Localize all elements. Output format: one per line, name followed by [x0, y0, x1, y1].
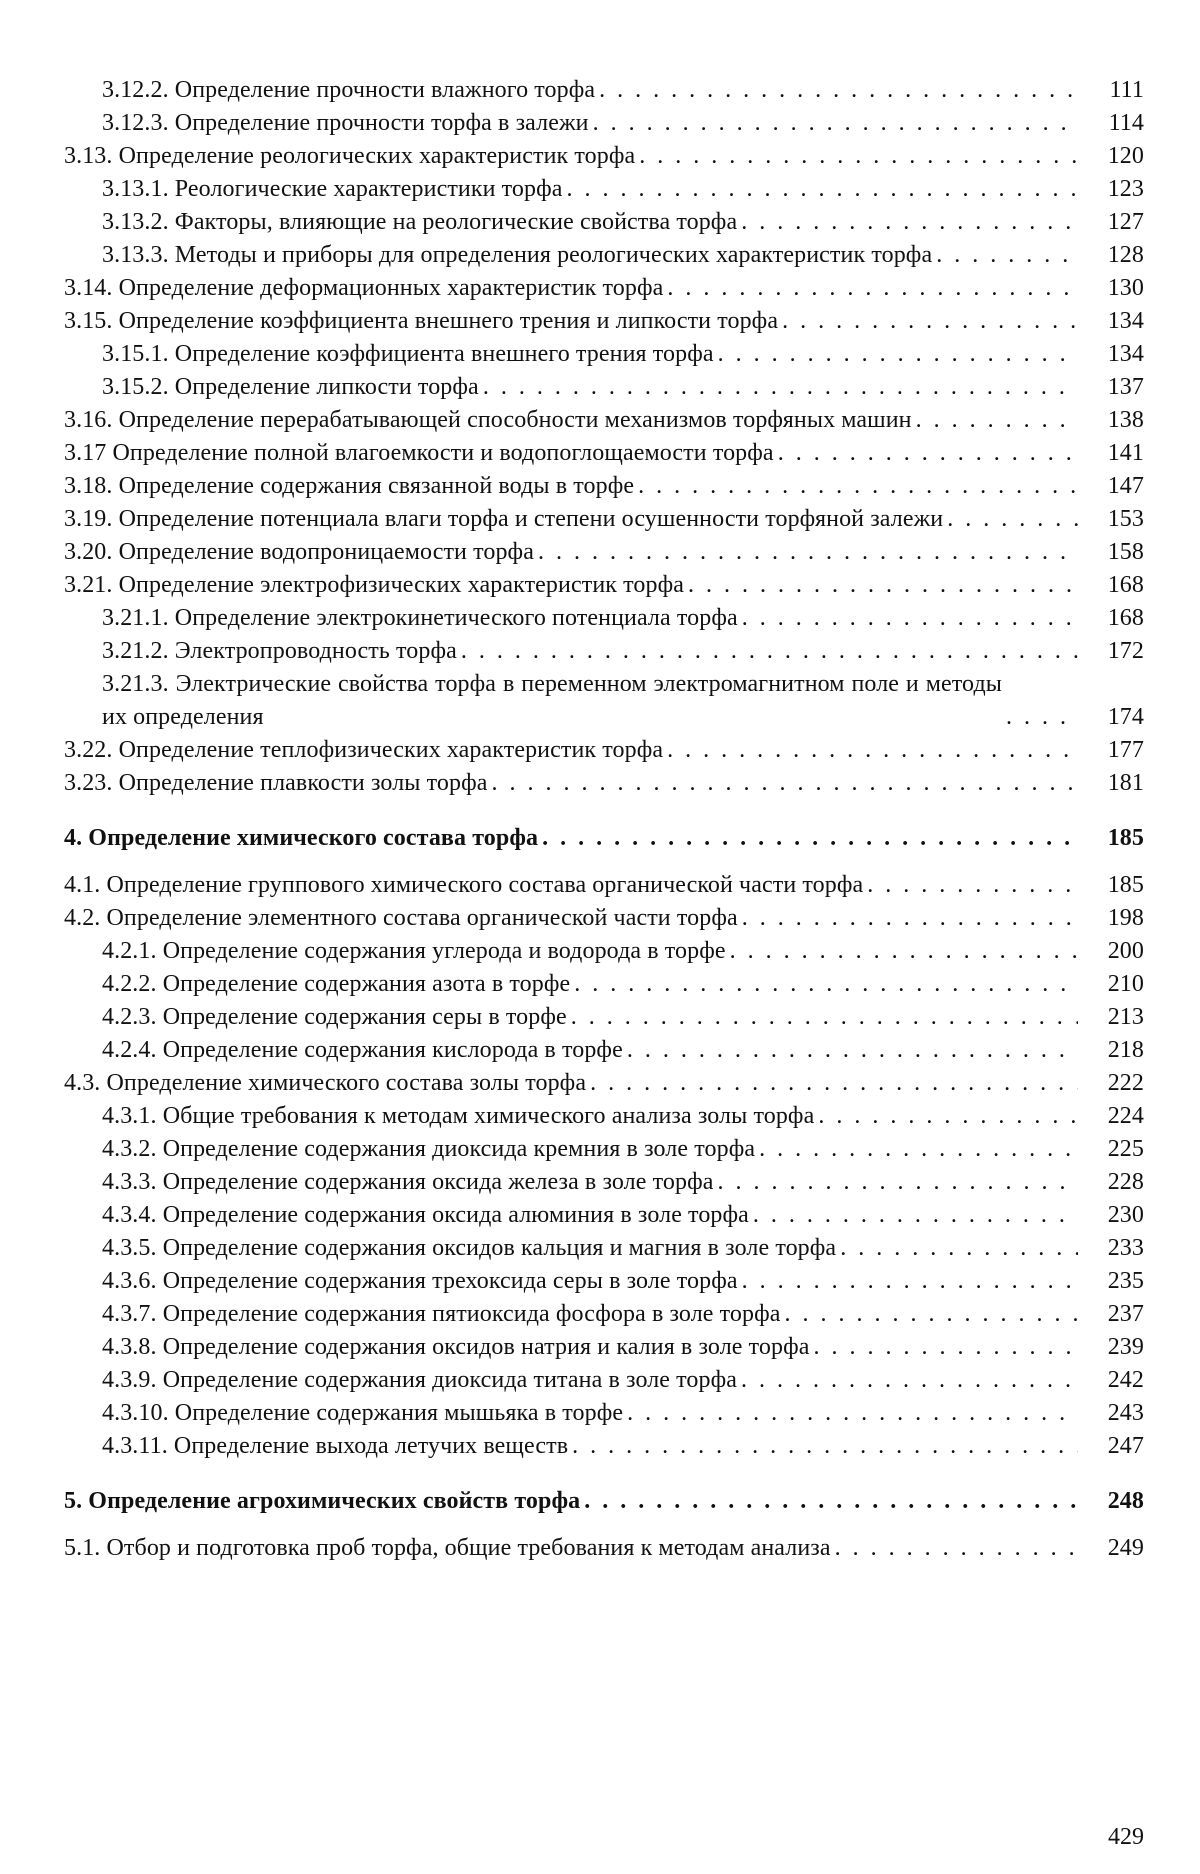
toc-leader-dots — [542, 822, 1078, 855]
toc-leader-dots — [667, 272, 1078, 305]
toc-entry-page: 168 — [1107, 605, 1144, 631]
toc-entry — [64, 1430, 1144, 1463]
toc-entry-page: 130 — [1107, 275, 1144, 301]
toc-entry-page: 111 — [1109, 77, 1144, 103]
toc-leader-dots — [483, 371, 1078, 404]
toc-entry-title: 3.14. Определение деформационных характеристик торфа — [64, 275, 664, 301]
toc-entry — [64, 338, 1144, 371]
toc-entry-page: 200 — [1107, 938, 1144, 964]
toc-entry — [64, 635, 1144, 668]
toc-leader-dots — [639, 140, 1078, 173]
toc-entry-title: 4.3.8. Определение содержания оксидов натрия и калия в золе торфа — [102, 1334, 810, 1360]
toc-entry — [64, 1199, 1144, 1232]
toc-leader-dots — [916, 404, 1078, 437]
toc-entry — [64, 734, 1144, 767]
toc-entry-title: 3.22. Определение теплофизических характеристик торфа — [64, 737, 664, 763]
toc-entry — [64, 935, 1144, 968]
toc-entry-title: 3.18. Определение содержания связанной воды в торфе — [64, 473, 635, 499]
toc-entry-page: 134 — [1107, 308, 1144, 334]
toc-entry-title: 3.17 Определение полной влагоемкости и водопоглощаемости торфа — [64, 440, 774, 466]
toc-entry — [64, 569, 1144, 602]
toc-entry-title: 3.13.1. Реологические характеристики торфа — [102, 176, 563, 202]
page-number: 429 — [1108, 1824, 1144, 1850]
toc-entry-title: 3.21.2. Электропроводность торфа — [102, 638, 457, 664]
toc-leader-dots — [667, 734, 1078, 767]
toc-entry — [64, 1001, 1144, 1034]
toc-entry — [64, 668, 1144, 734]
toc-entry-page: 235 — [1107, 1268, 1144, 1294]
toc-entry-page: 185 — [1107, 872, 1144, 898]
toc-entry — [64, 1232, 1144, 1265]
toc-leader-dots — [778, 437, 1078, 470]
toc-leader-dots — [814, 1331, 1079, 1364]
toc-entry — [64, 1100, 1144, 1133]
toc-entry-page: 174 — [1107, 704, 1144, 730]
toc-entry-title: 4.2.4. Определение содержания кислорода в торфе — [102, 1037, 623, 1063]
toc-entry — [64, 239, 1144, 272]
toc-entry — [64, 822, 1144, 855]
toc-leader-dots — [730, 935, 1078, 968]
toc-entry-page: 177 — [1107, 737, 1144, 763]
toc-entry — [64, 272, 1144, 305]
toc-entry-title: 3.21. Определение электрофизических характеристик торфа — [64, 572, 684, 598]
toc-entry-page: 127 — [1107, 209, 1144, 235]
toc-entry-page: 168 — [1107, 572, 1144, 598]
toc-entry — [64, 602, 1144, 635]
toc-leader-dots — [1006, 701, 1078, 734]
toc-entry — [64, 503, 1144, 536]
toc-leader-dots — [936, 239, 1078, 272]
toc-entry-page: 138 — [1107, 407, 1144, 433]
toc-entry-title: 4.3.4. Определение содержания оксида алюминия в золе торфа — [102, 1202, 749, 1228]
toc-leader-dots — [753, 1199, 1078, 1232]
toc-entry-title: 3.13.3. Методы и приборы для определения реологических характеристик торфа — [102, 242, 933, 268]
toc-leader-dots — [742, 1265, 1078, 1298]
toc-leader-dots — [785, 1298, 1078, 1331]
toc-entry-page: 213 — [1107, 1004, 1144, 1030]
toc-leader-dots — [584, 1485, 1078, 1518]
toc-entry-title: 3.13.2. Факторы, влияющие на реологические свойства торфа — [102, 209, 738, 235]
toc-entry-title: 3.15. Определение коэффициента внешнего трения и липкости торфа — [64, 308, 779, 334]
toc-entry-title: 4.3.11. Определение выхода летучих веществ — [102, 1433, 569, 1459]
toc-entry-page: 224 — [1107, 1103, 1144, 1129]
toc-entry-title: 3.21.1. Определение электрокинетического потенциала торфа — [102, 605, 738, 631]
table-of-contents — [64, 74, 1144, 1565]
toc-leader-dots — [461, 635, 1078, 668]
toc-entry-title: 5.1. Отбор и подготовка проб торфа, общие требования к методам анализа — [64, 1535, 831, 1561]
toc-entry — [64, 968, 1144, 1001]
toc-entry-title: 4.3. Определение химического состава золы торфа — [64, 1070, 587, 1096]
toc-entry-title: 4.1. Определение группового химического состава органической части торфа — [64, 872, 864, 898]
toc-entry-title: 3.16. Определение перерабатывающей способности механизмов торфяных машин — [64, 407, 912, 433]
toc-leader-dots — [782, 305, 1078, 338]
toc-entry-page: 181 — [1107, 770, 1144, 796]
toc-entry-page: 237 — [1107, 1301, 1144, 1327]
toc-entry — [64, 371, 1144, 404]
toc-entry-page: 248 — [1107, 1488, 1144, 1514]
toc-entry-page: 185 — [1107, 825, 1144, 851]
toc-leader-dots — [742, 902, 1078, 935]
toc-leader-dots — [718, 338, 1078, 371]
toc-entry-page: 128 — [1107, 242, 1144, 268]
toc-leader-dots — [759, 1133, 1078, 1166]
toc-entry-page: 158 — [1107, 539, 1144, 565]
toc-entry-title: 4.2.1. Определение содержания углерода и водорода в торфе — [102, 938, 726, 964]
toc-entry-title: 4. Определение химического состава торфа — [64, 825, 539, 851]
toc-entry-title: 4.3.10. Определение содержания мышьяка в торфе — [102, 1400, 624, 1426]
toc-leader-dots — [627, 1397, 1078, 1430]
toc-entry-title: 4.2. Определение элементного состава органической части торфа — [64, 905, 738, 931]
toc-entry-page: 247 — [1107, 1433, 1144, 1459]
toc-leader-dots — [741, 1364, 1078, 1397]
toc-entry-title: 4.3.3. Определение содержания оксида железа в золе торфа — [102, 1169, 714, 1195]
toc-entry-page: 218 — [1107, 1037, 1144, 1063]
toc-entry-title: 5. Определение агрохимических свойств торфа — [64, 1488, 581, 1514]
toc-entry-page: 147 — [1107, 473, 1144, 499]
toc-entry-title: 3.15.2. Определение липкости торфа — [102, 374, 479, 400]
toc-entry-title: 4.3.5. Определение содержания оксидов кальция и магния в золе торфа — [102, 1235, 837, 1261]
toc-entry-page: 123 — [1107, 176, 1144, 202]
toc-leader-dots — [627, 1034, 1078, 1067]
toc-entry — [64, 107, 1144, 140]
toc-leader-dots — [835, 1532, 1078, 1565]
toc-leader-dots — [947, 503, 1078, 536]
toc-entry — [64, 437, 1144, 470]
toc-leader-dots — [599, 74, 1078, 107]
toc-entry-title: 4.2.2. Определение содержания азота в торфе — [102, 971, 571, 997]
toc-entry — [64, 1397, 1144, 1430]
toc-entry-page: 233 — [1107, 1235, 1144, 1261]
toc-leader-dots — [567, 173, 1078, 206]
toc-entry-title: 4.3.9. Определение содержания диоксида титана в золе торфа — [102, 1367, 738, 1393]
toc-entry — [64, 1364, 1144, 1397]
toc-entry — [64, 305, 1144, 338]
toc-entry-page: 172 — [1107, 638, 1144, 664]
toc-entry-page: 198 — [1107, 905, 1144, 931]
toc-entry-page: 249 — [1107, 1535, 1144, 1561]
toc-entry-page: 137 — [1107, 374, 1144, 400]
toc-entry-title: 4.3.7. Определение содержания пятиоксида фосфора в золе торфа — [102, 1301, 781, 1327]
toc-entry-page: 242 — [1107, 1367, 1144, 1393]
toc-entry — [64, 1485, 1144, 1518]
toc-entry — [64, 767, 1144, 800]
toc-entry-page: 243 — [1107, 1400, 1144, 1426]
toc-entry-page: 230 — [1107, 1202, 1144, 1228]
toc-entry-page: 120 — [1107, 143, 1144, 169]
toc-leader-dots — [590, 1067, 1078, 1100]
toc-entry-title: 4.3.6. Определение содержания трехоксида серы в золе торфа — [102, 1268, 738, 1294]
toc-entry — [64, 404, 1144, 437]
toc-entry-title: 3.12.3. Определение прочности торфа в залежи — [102, 110, 589, 136]
toc-entry-title: 3.13. Определение реологических характеристик торфа — [64, 143, 636, 169]
toc-entry-page: 225 — [1107, 1136, 1144, 1162]
toc-leader-dots — [538, 536, 1078, 569]
toc-entry — [64, 206, 1144, 239]
toc-entry — [64, 1532, 1144, 1565]
toc-entry-title: 3.23. Определение плавкости золы торфа — [64, 770, 488, 796]
toc-leader-dots — [818, 1100, 1078, 1133]
toc-entry-page: 222 — [1107, 1070, 1144, 1096]
toc-entry-page: 210 — [1107, 971, 1144, 997]
toc-leader-dots — [688, 569, 1078, 602]
toc-leader-dots — [741, 206, 1078, 239]
toc-entry — [64, 1298, 1144, 1331]
toc-entry — [64, 1331, 1144, 1364]
toc-entry-page: 141 — [1107, 440, 1144, 466]
toc-leader-dots — [574, 968, 1078, 1001]
toc-leader-dots — [571, 1001, 1078, 1034]
toc-entry — [64, 470, 1144, 503]
toc-entry-page: 228 — [1107, 1169, 1144, 1195]
toc-entry-page: 114 — [1108, 110, 1144, 136]
toc-entry — [64, 74, 1144, 107]
toc-entry — [64, 1265, 1144, 1298]
toc-leader-dots — [593, 107, 1078, 140]
toc-entry-title: 3.21.3. Электрические свойства торфа в переменном электромагнитном поле и методы их определения — [102, 671, 1002, 730]
toc-entry — [64, 1067, 1144, 1100]
toc-entry — [64, 1133, 1144, 1166]
toc-entry — [64, 536, 1144, 569]
toc-entry-title: 3.15.1. Определение коэффициента внешнего трения торфа — [102, 341, 714, 367]
toc-entry-page: 153 — [1107, 506, 1144, 532]
toc-entry — [64, 902, 1144, 935]
toc-leader-dots — [638, 470, 1078, 503]
toc-entry-page: 134 — [1107, 341, 1144, 367]
toc-entry-title: 3.20. Определение водопроницаемости торфа — [64, 539, 534, 565]
toc-entry-title: 4.2.3. Определение содержания серы в торфе — [102, 1004, 567, 1030]
toc-leader-dots — [491, 767, 1078, 800]
toc-leader-dots — [742, 602, 1078, 635]
toc-leader-dots — [840, 1232, 1078, 1265]
toc-entry — [64, 869, 1144, 902]
toc-entry-title: 3.12.2. Определение прочности влажного торфа — [102, 77, 596, 103]
toc-entry-title: 4.3.1. Общие требования к методам химического анализа золы торфа — [102, 1103, 815, 1129]
toc-entry-title: 3.19. Определение потенциала влаги торфа и степени осушенности торфяной залежи — [64, 506, 944, 532]
toc-entry-title: 4.3.2. Определение содержания диоксида кремния в золе торфа — [102, 1136, 756, 1162]
toc-entry — [64, 140, 1144, 173]
toc-entry — [64, 173, 1144, 206]
toc-entry — [64, 1166, 1144, 1199]
toc-entry-page: 239 — [1107, 1334, 1144, 1360]
toc-entry — [64, 1034, 1144, 1067]
toc-leader-dots — [717, 1166, 1078, 1199]
toc-leader-dots — [867, 869, 1078, 902]
toc-leader-dots — [572, 1430, 1078, 1463]
